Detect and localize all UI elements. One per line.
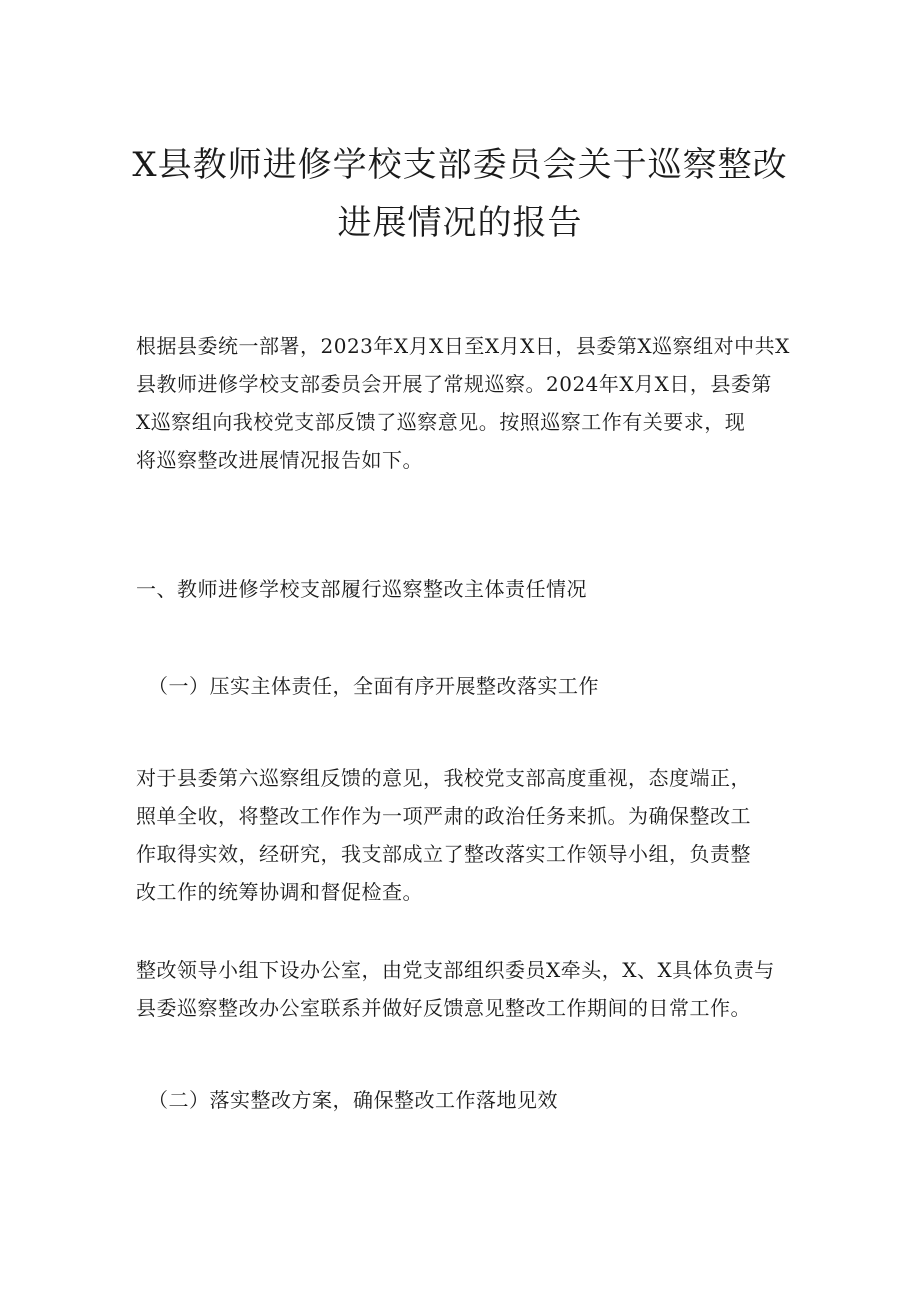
body-line: 改工作的统筹协调和督促检查。: [136, 880, 423, 904]
body-line: 作取得实效，经研究，我支部成立了整改落实工作领导小组，负责整: [136, 842, 751, 866]
body-paragraph-1: [136, 759, 796, 911]
body-line: 整改领导小组下设办公室，由党支部组织委员X牵头，X、X具体负责与: [136, 958, 775, 982]
body-line: 对于县委第六巡察组反馈的意见，我校党支部高度重视，态度端正，: [136, 766, 751, 790]
body-paragraph-2: [136, 951, 796, 1027]
body-line: 县委巡察整改办公室联系并做好反馈意见整改工作期间的日常工作。: [136, 996, 751, 1020]
intro-line: 根据县委统一部署，2023年X月X日至X月X日，县委第X巡察组对中共X: [136, 334, 790, 358]
body-line: 照单全收，将整改工作作为一项严肃的政治任务来抓。为确保整改工: [136, 804, 751, 828]
subsection-1-heading: （一）压实主体责任，全面有序开展整改落实工作: [148, 674, 599, 698]
section-1-heading: 一、教师进修学校支部履行巡察整改主体责任情况: [136, 577, 587, 601]
intro-paragraph: [136, 327, 796, 479]
intro-line: X巡察组向我校党支部反馈了巡察意见。按照巡察工作有关要求，现: [136, 410, 746, 434]
subsection-2-heading: （二）落实整改方案，确保整改工作落地见效: [148, 1088, 558, 1112]
document-title-line-1: X县教师进修学校支部委员会关于巡察整改: [132, 145, 788, 185]
intro-line: 县教师进修学校支部委员会开展了常规巡察。2024年X月X日，县委第: [136, 372, 772, 396]
intro-line: 将巡察整改进展情况报告如下。: [136, 448, 423, 472]
document-title-line-2: 进展情况的报告: [337, 203, 583, 243]
